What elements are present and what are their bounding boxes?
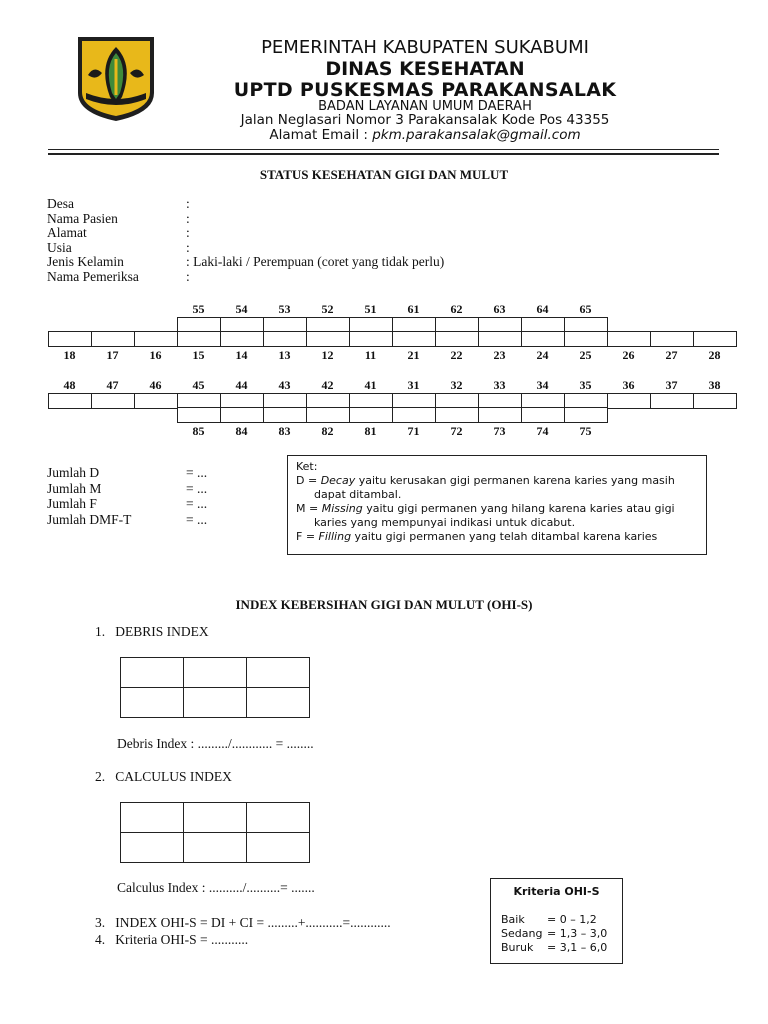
field-value-nama-pemeriksa[interactable]: : [186,268,190,284]
tooth-box-74[interactable] [521,407,565,423]
tooth-box-26[interactable] [607,331,651,347]
total-label-m: Jumlah M [47,480,102,496]
debris-cell[interactable] [121,658,184,688]
debris-index-formula: Debris Index : ........./............ = ........ [117,736,314,751]
calculus-cell[interactable] [184,833,247,863]
criteria-label-sedang: Sedang [501,927,543,940]
debris-cell[interactable] [247,688,310,718]
tooth-number-21: 21 [407,348,420,362]
tooth-number-45: 45 [192,378,205,392]
tooth-number-52: 52 [321,302,334,316]
tooth-number-33: 33 [493,378,506,392]
tooth-number-75: 75 [579,424,592,438]
tooth-number-14: 14 [235,348,248,362]
legend-heading: Ket: [296,460,318,473]
tooth-box-38[interactable] [693,393,737,409]
tooth-box-84[interactable] [220,407,264,423]
calculus-cell[interactable] [184,803,247,833]
debris-cell[interactable] [184,688,247,718]
field-label-nama-pemeriksa: Nama Pemeriksa [47,268,139,284]
status-title: STATUS KESEHATAN GIGI DAN MULUT [259,167,509,182]
tooth-number-32: 32 [450,378,463,392]
criteria-value-baik: = 0 – 1,2 [547,913,597,926]
tooth-number-47: 47 [106,378,119,392]
tooth-box-14[interactable] [220,331,264,347]
tooth-box-83[interactable] [263,407,307,423]
total-label-d: Jumlah D [47,465,100,480]
calculus-index-formula: Calculus Index : ........../..........= ....... [117,880,315,895]
legend-missing-cont: karies yang mempunyai indikasi untuk dicabut. [314,516,576,529]
tooth-number-51: 51 [364,302,377,316]
tooth-number-23: 23 [493,348,506,362]
legend-filling-prefix: F = [296,530,319,543]
criteria-title: Kriteria OHI-S [513,885,600,898]
tooth-box-72[interactable] [435,407,479,423]
field-label-usia: Usia [47,239,72,255]
letterhead-agency-type: BADAN LAYANAN UMUM DAERAH [318,99,532,114]
legend-decay-term: Decay [320,474,356,487]
tooth-number-22: 22 [450,348,463,362]
tooth-number-81: 81 [364,424,377,438]
tooth-number-36: 36 [622,378,635,392]
tooth-box-36[interactable] [607,393,651,409]
calculus-cell[interactable] [121,803,184,833]
letterhead-address: Jalan Neglasari Nomor 3 Parakansalak Kode Pos 43355 [240,112,610,128]
field-value-nama-pasien[interactable]: : [186,210,190,226]
legend-filling [296,530,698,544]
tooth-number-72: 72 [450,424,463,438]
dmft-labels [47,465,131,527]
tooth-box-21[interactable] [392,331,436,347]
debris-cell[interactable] [247,658,310,688]
total-value-dmft[interactable]: = ... [186,511,208,527]
tooth-box-22[interactable] [435,331,479,347]
tooth-box-37[interactable] [650,393,694,409]
tooth-number-12: 12 [321,348,334,362]
email-prefix: Alamat Email : [269,127,373,143]
tooth-box-47[interactable] [91,393,135,409]
letterhead-government: PEMERINTAH KABUPATEN SUKABUMI [261,37,589,58]
tooth-number-84: 84 [235,424,248,438]
total-label-dmft: Jumlah DMF-T [47,511,132,527]
criteria-value-sedang: = 1,3 – 3,0 [547,927,608,940]
tooth-box-46[interactable] [134,393,178,409]
logo [76,35,156,123]
legend-missing-prefix: M = [296,502,322,515]
tooth-box-25[interactable] [564,331,608,347]
tooth-number-55: 55 [192,302,205,316]
debris-cell[interactable] [184,658,247,688]
debris-cell[interactable] [121,688,184,718]
tooth-box-18[interactable] [48,331,92,347]
field-label-alamat: Alamat [47,225,87,241]
field-label-jenis-kelamin: Jenis Kelamin [47,254,124,270]
criteria-value-buruk: = 3,1 – 6,0 [547,941,608,954]
tooth-box-23[interactable] [478,331,522,347]
ohis-criteria-line: 4. Kriteria OHI-S = ........... [95,932,249,947]
total-value-m[interactable]: = ... [186,480,208,496]
tooth-box-85[interactable] [177,407,221,423]
tooth-number-42: 42 [321,378,334,392]
tooth-box-28[interactable] [693,331,737,347]
tooth-number-34: 34 [536,378,549,392]
total-value-d[interactable]: = ... [186,465,208,480]
tooth-number-16: 16 [149,348,162,362]
tooth-number-25: 25 [579,348,592,362]
tooth-box-48[interactable] [48,393,92,409]
tooth-number-63: 63 [493,302,506,316]
total-label-f: Jumlah F [47,496,97,511]
legend-decay [296,474,698,488]
calculus-index-grid [120,802,310,863]
calculus-cell[interactable] [247,803,310,833]
tooth-number-37: 37 [665,378,678,392]
tooth-box-27[interactable] [650,331,694,347]
dmft-values [186,465,207,527]
tooth-box-75[interactable] [564,407,608,423]
email-address: pkm.parakansalak@gmail.com [372,127,581,143]
tooth-number-74: 74 [536,424,549,438]
tooth-box-24[interactable] [521,331,565,347]
tooth-number-11: 11 [364,348,377,362]
calculus-cell[interactable] [247,833,310,863]
tooth-number-54: 54 [235,302,248,316]
tooth-number-43: 43 [278,378,291,392]
tooth-box-73[interactable] [478,407,522,423]
tooth-number-27: 27 [665,348,678,362]
legend-decay-text: yaitu kerusakan gigi permanen karena karies yang masih [355,474,675,487]
legend-decay-cont: dapat ditambal. [314,488,402,501]
tooth-number-61: 61 [407,302,420,316]
ohis-formula: 3. INDEX OHI-S = DI + CI = .........+...........=............ [95,915,391,930]
legend-missing [296,502,698,516]
letterhead-rule-thin [48,149,719,150]
letterhead-rule-thick [48,153,719,155]
calculus-cell[interactable] [121,833,184,863]
tooth-number-24: 24 [536,348,549,362]
tooth-number-64: 64 [536,302,549,316]
field-value-alamat[interactable]: : [186,225,190,241]
tooth-number-71: 71 [407,424,420,438]
tooth-box-81[interactable] [349,407,393,423]
letterhead-email [165,127,685,143]
tooth-number-35: 35 [579,378,592,392]
tooth-number-48: 48 [63,378,76,392]
tooth-number-13: 13 [278,348,291,362]
field-value-usia[interactable]: : [186,239,190,255]
legend-missing-term: Missing [321,502,363,515]
patient-fields-values [186,197,444,285]
ohis-criteria-box [490,878,623,964]
tooth-number-82: 82 [321,424,334,438]
tooth-number-53: 53 [278,302,291,316]
calculus-index-heading: 2. CALCULUS INDEX [95,769,232,784]
letterhead-department: DINAS KESEHATAN [325,58,525,80]
legend-decay-prefix: D = [296,474,321,487]
total-value-f[interactable]: = ... [186,496,208,511]
tooth-box-12[interactable] [306,331,350,347]
criteria-label-baik: Baik [501,913,525,926]
tooth-number-17: 17 [106,348,119,362]
tooth-number-28: 28 [708,348,721,362]
tooth-box-13[interactable] [263,331,307,347]
tooth-number-31: 31 [407,378,420,392]
field-value-desa[interactable]: : [186,196,190,211]
tooth-number-41: 41 [364,378,377,392]
debris-index-grid [120,657,310,718]
tooth-number-18: 18 [63,348,76,362]
tooth-number-65: 65 [579,302,592,316]
tooth-box-15[interactable] [177,331,221,347]
criteria-label-buruk: Buruk [501,941,534,954]
tooth-number-15: 15 [192,348,205,362]
field-value-jenis-kelamin[interactable]: : Laki-laki / Perempuan (coret yang tidak perlu) [186,254,445,270]
tooth-number-73: 73 [493,424,506,438]
tooth-number-62: 62 [450,302,463,316]
tooth-box-82[interactable] [306,407,350,423]
tooth-box-11[interactable] [349,331,393,347]
legend-box [287,455,707,555]
letterhead-institution: UPTD PUSKESMAS PARAKANSALAK [233,79,617,101]
field-label-desa: Desa [47,196,74,211]
tooth-box-71[interactable] [392,407,436,423]
tooth-number-38: 38 [708,378,721,392]
debris-index-heading: 1. DEBRIS INDEX [95,624,209,639]
tooth-box-16[interactable] [134,331,178,347]
tooth-box-17[interactable] [91,331,135,347]
patient-fields-labels [47,197,139,285]
legend-missing-text: yaitu gigi permanen yang hilang karena karies atau gigi [362,502,675,515]
tooth-number-26: 26 [622,348,635,362]
tooth-number-46: 46 [149,378,162,392]
legend-filling-text: yaitu gigi permanen yang telah ditambal karena karies [351,530,658,543]
tooth-number-85: 85 [192,424,205,438]
ohis-title: INDEX KEBERSIHAN GIGI DAN MULUT (OHI-S) [235,597,533,612]
tooth-number-44: 44 [235,378,248,392]
legend-filling-term: Filling [318,530,352,543]
tooth-number-83: 83 [278,424,291,438]
field-label-nama-pasien: Nama Pasien [47,210,118,226]
